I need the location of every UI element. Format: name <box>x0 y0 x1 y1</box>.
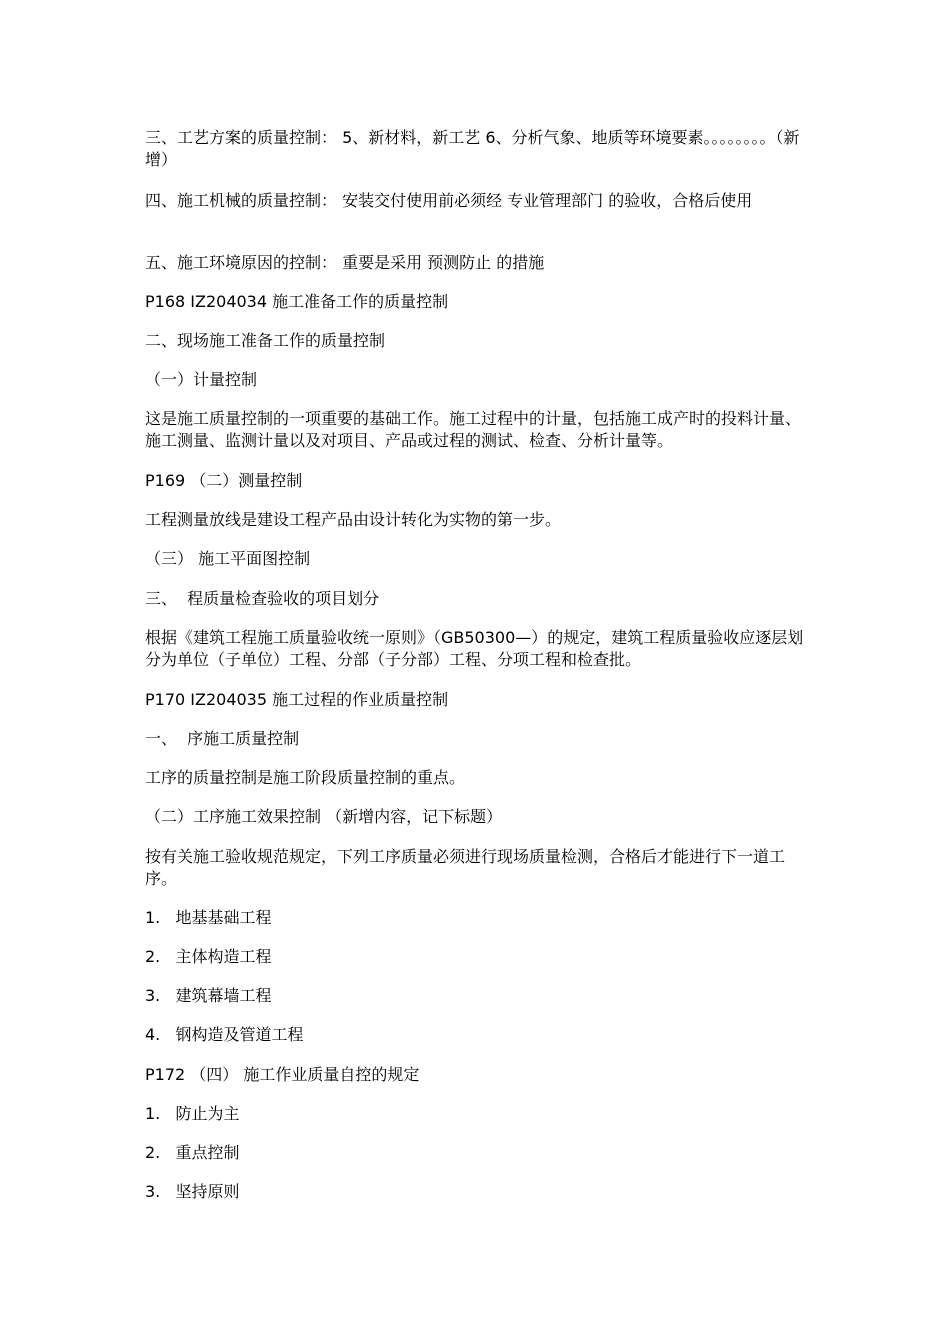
list-item: 4. 钢构造及管道工程 <box>145 1025 304 1044</box>
heading-p169-survey: P169 （二）测量控制 <box>145 471 303 490</box>
heading-inspection-division: 三、 程质量检查验收的项目划分 <box>145 589 380 608</box>
list-item: 1. 防止为主 <box>145 1104 240 1123</box>
paragraph-gb50300: 根据《建筑工程施工质量验收统一原则》（GB50300—）的规定，建筑工程质量验收应逐层划分为单位（子单位）工程、分部（子分部）工程、分项工程和检查批。 <box>145 628 804 669</box>
heading-p172: P172 （四） 施工作业质量自控的规定 <box>145 1065 420 1084</box>
list-item: 1. 地基基础工程 <box>145 908 272 927</box>
list-item: 3. 坚持原则 <box>145 1182 240 1201</box>
list-item: 3. 建筑幕墙工程 <box>145 986 272 1005</box>
paragraph-measurement: 这是施工质量控制的一项重要的基础工作。施工过程中的计量，包括施工成产时的投料计量、施工测量、监测计量以及对项目、产品或过程的测试、检查、分析计量等。 <box>145 409 802 450</box>
paragraph-process-focus: 工序的质量控制是施工阶段质量控制的重点。 <box>145 768 466 787</box>
heading-site-preparation: 二、现场施工准备工作的质量控制 <box>145 331 386 350</box>
heading-process-effect: （二）工序施工效果控制 （新增内容，记下标题） <box>145 807 503 826</box>
paragraph-survey: 工程测量放线是建设工程产品由设计转化为实物的第一步。 <box>145 510 562 529</box>
heading-process-quality: 一、 序施工质量控制 <box>145 729 300 748</box>
heading-p168: P168 IZ204034 施工准备工作的质量控制 <box>145 292 449 311</box>
heading-p170: P170 IZ204035 施工过程的作业质量控制 <box>145 690 449 709</box>
paragraph-process-plan: 三、工艺方案的质量控制： 5、新材料，新工艺 6、分析气象、地质等环境要素。。。。。。。。（新增） <box>145 128 800 169</box>
paragraph-machinery: 四、施工机械的质量控制： 安装交付使用前必须经 专业管理部门 的验收，合格后使用 <box>145 191 753 210</box>
heading-measurement-control: （一）计量控制 <box>145 370 258 389</box>
paragraph-environment: 五、施工环境原因的控制： 重要是采用 预测防止 的措施 <box>145 253 545 272</box>
paragraph-site-testing: 按有关施工验收规范规定，下列工序质量必须进行现场质量检测，合格后才能进行下一道工序。 <box>145 847 786 888</box>
list-item: 2. 主体构造工程 <box>145 947 272 966</box>
heading-site-plan: （三） 施工平面图控制 <box>145 549 311 568</box>
list-item: 2. 重点控制 <box>145 1143 240 1162</box>
